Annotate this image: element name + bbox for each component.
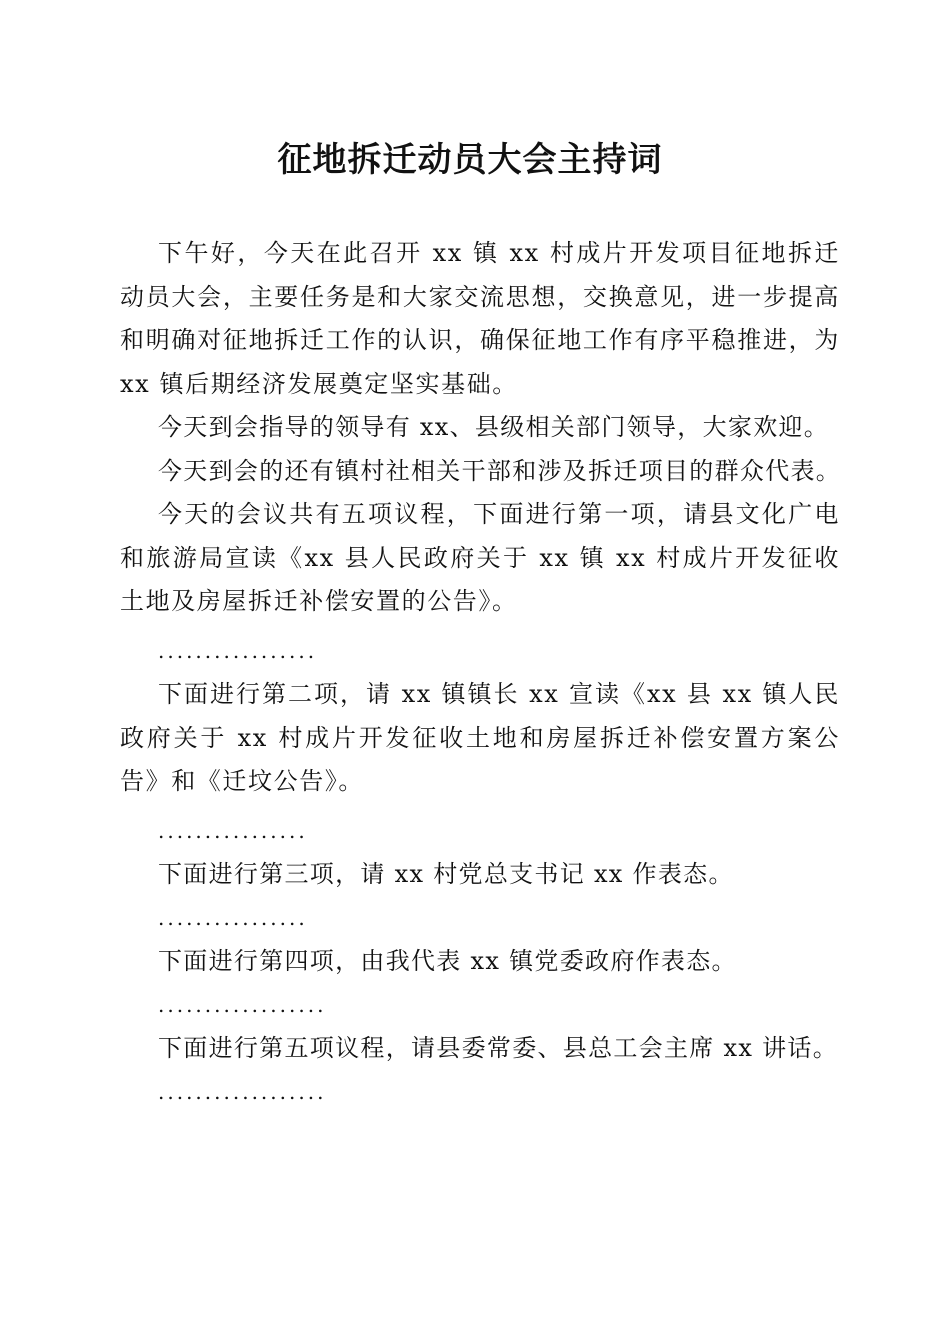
paragraph-agenda-item-2: 下面进行第二项，请 xx 镇镇长 xx 宣读《xx 县 xx 镇人民政府关于 xx 村成片开发征收土地和房屋拆迁补偿安置方案公告》和《迁坟公告》。 <box>120 680 840 795</box>
ellipsis-separator-3: ................ <box>158 905 308 930</box>
document-title: 征地拆迁动员大会主持词 <box>277 140 663 180</box>
paragraph-leaders: 今天到会指导的领导有 xx、县级相关部门领导，大家欢迎。 <box>158 413 830 441</box>
ellipsis-separator-5: .................. <box>158 1079 327 1104</box>
paragraph-agenda-item-5: 下面进行第五项议程，请县委常委、县总工会主席 xx 讲话。 <box>158 1034 839 1062</box>
document-body <box>120 232 840 1114</box>
paragraph-attendees: 今天到会的还有镇村社相关干部和涉及拆迁项目的群众代表。 <box>158 456 842 485</box>
ellipsis-separator-4: .................. <box>158 992 327 1017</box>
ellipsis-separator-1: ................. <box>158 638 318 663</box>
paragraph-agenda-item-3: 下面进行第三项，请 xx 村党总支书记 xx 作表态。 <box>158 860 734 888</box>
paragraph-opening: 下午好，今天在此召开 xx 镇 xx 村成片开发项目征地拆迁动员大会，主要任务是和大家交流思想，交换意见，进一步提高和明确对征地拆迁工作的认识，确保征地工作有序平稳推进，为 xx 镇后期经济发展奠定坚实基础。 <box>120 239 840 398</box>
paragraph-agenda-item-1: 今天的会议共有五项议程，下面进行第一项，请县文化广电和旅游局宣读《xx 县人民政府关于 xx 镇 xx 村成片开发征收土地及房屋拆迁补偿安置的公告》。 <box>120 500 840 615</box>
ellipsis-separator-2: ................ <box>158 818 308 843</box>
paragraph-agenda-item-4: 下面进行第四项，由我代表 xx 镇党委政府作表态。 <box>158 947 737 975</box>
